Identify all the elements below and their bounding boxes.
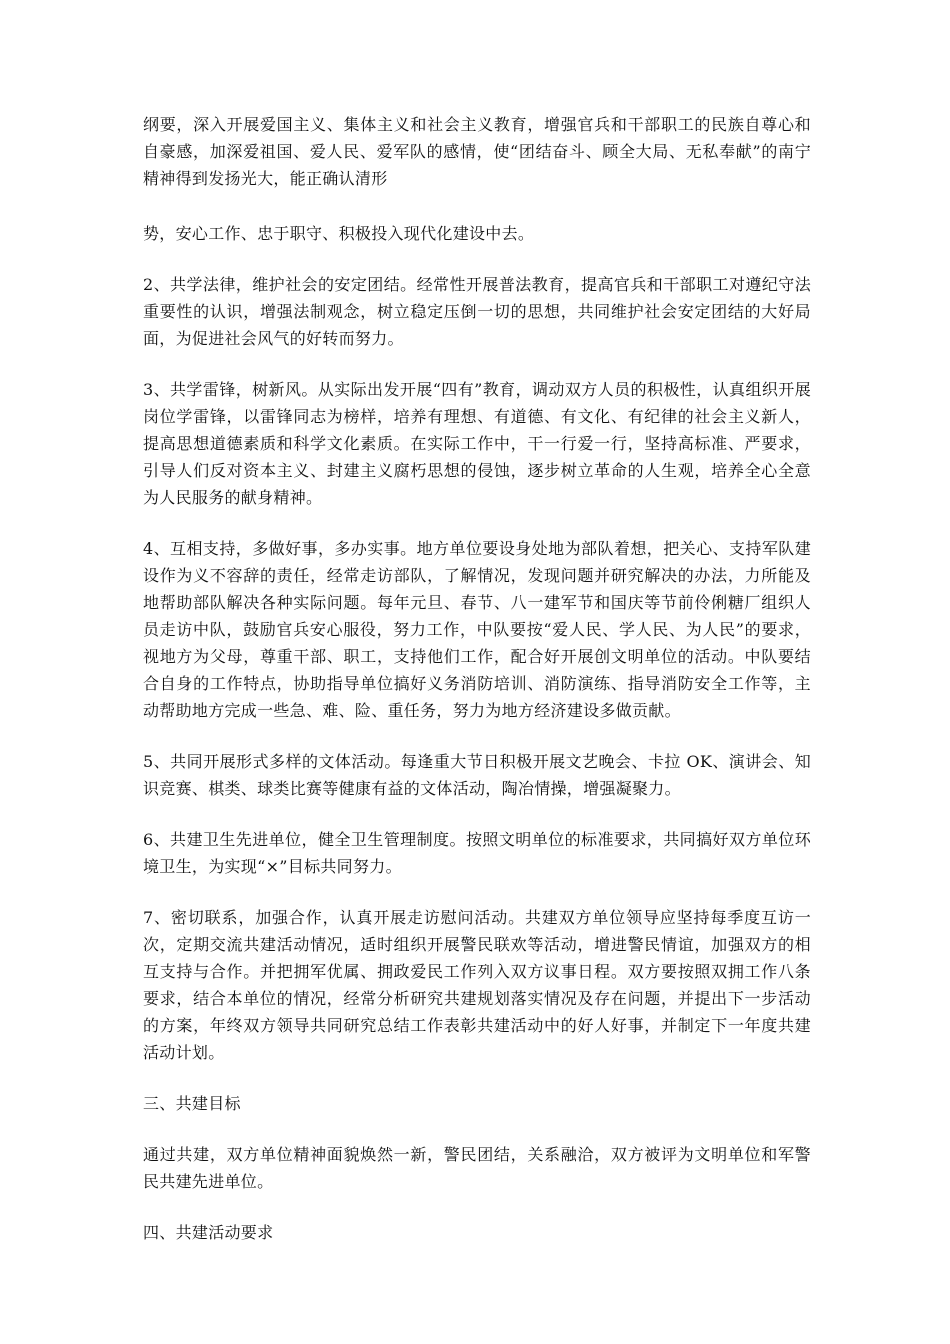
document-body [143,111,811,1270]
paragraph-item-3-leifeng: 3、共学雷锋，树新风。从实际出发开展“四有”教育，调动双方人员的积极性，认真组织开展岗位学雷锋，以雷锋同志为榜样，培养有理想、有道德、有文化、有纪律的社会主义新人，提高思想道德素质和科学文化素质。在实际工作中，干一行爱一行，坚持高标准、严要求，引导人们反对资本主义、封建主义腐朽思想的侵蚀，逐步树立革命的人生观，培养全心全意为人民服务的献身精神。 [143,380,811,507]
paragraph-item-2-law: 2、共学法律，维护社会的安定团结。经常性开展普法教育，提高官兵和干部职工对遵纪守法重要性的认识，增强法制观念，树立稳定压倒一切的思想，共同维护社会安定团结的大好局面，为促进社会风气的好转而努力。 [143,275,811,348]
paragraph-item-5-culture: 5、共同开展形式多样的文体活动。每逢重大节日积极开展文艺晚会、卡拉 OK、演讲会、知识竞赛、棋类、球类比赛等健康有益的文体活动，陶冶情操，增强凝聚力。 [143,752,811,798]
paragraph-goals: 通过共建，双方单位精神面貌焕然一新，警民团结，关系融洽，双方被评为文明单位和军警民共建先进单位。 [143,1145,811,1191]
paragraph-item-4-support: 4、互相支持，多做好事，多办实事。地方单位要设身处地为部队着想，把关心、支持军队建设作为义不容辞的责任，经常走访部队，了解情况，发现问题并研究解决的办法，力所能及地帮助部队解决各种实际问题。每年元旦、春节、八一建军节和国庆等节前伶俐糖厂组织人员走访中队，鼓励官兵安心服役，努力工作，中队要按“爱人民、学人民、为人民”的要求，视地方为父母，尊重干部、职工，支持他们工作，配合好开展创文明单位的活动。中队要结合自身的工作特点，协助指导单位搞好义务消防培训、消防演练、指导消防安全工作等，主动帮助地方完成一些急、难、险、重任务，努力为地方经济建设多做贡献。 [143,539,811,720]
section-heading-requirements: 四、共建活动要求 [143,1223,274,1242]
paragraph-item-6-hygiene: 6、共建卫生先进单位，健全卫生管理制度。按照文明单位的标准要求，共同搞好双方单位环境卫生，为实现“×”目标共同努力。 [143,830,811,876]
section-heading-goals: 三、共建目标 [143,1094,241,1113]
paragraph-intro-continued: 纲要，深入开展爱国主义、集体主义和社会主义教育，增强官兵和干部职工的民族自尊心和自豪感，加深爱祖国、爱人民、爱军队的感情，使“团结奋斗、顾全大局、无私奉献”的南宁精神得到发扬光大，能正确认清形 [143,115,811,188]
paragraph-item-7-contact: 7、密切联系，加强合作，认真开展走访慰问活动。共建双方单位领导应坚持每季度互访一次，定期交流共建活动情况，适时组织开展警民联欢等活动，增进警民情谊，加强双方的相互支持与合作。并把拥军优属、拥政爱民工作列入双方议事日程。双方要按照双拥工作八条要求，结合本单位的情况，经常分析研究共建规划落实情况及存在问题，并提出下一步活动的方案，年终双方领导共同研究总结工作表彰共建活动中的好人好事，并制定下一年度共建活动计划。 [143,908,811,1062]
paragraph-intro-end: 势，安心工作、忠于职守、积极投入现代化建设中去。 [143,224,535,243]
